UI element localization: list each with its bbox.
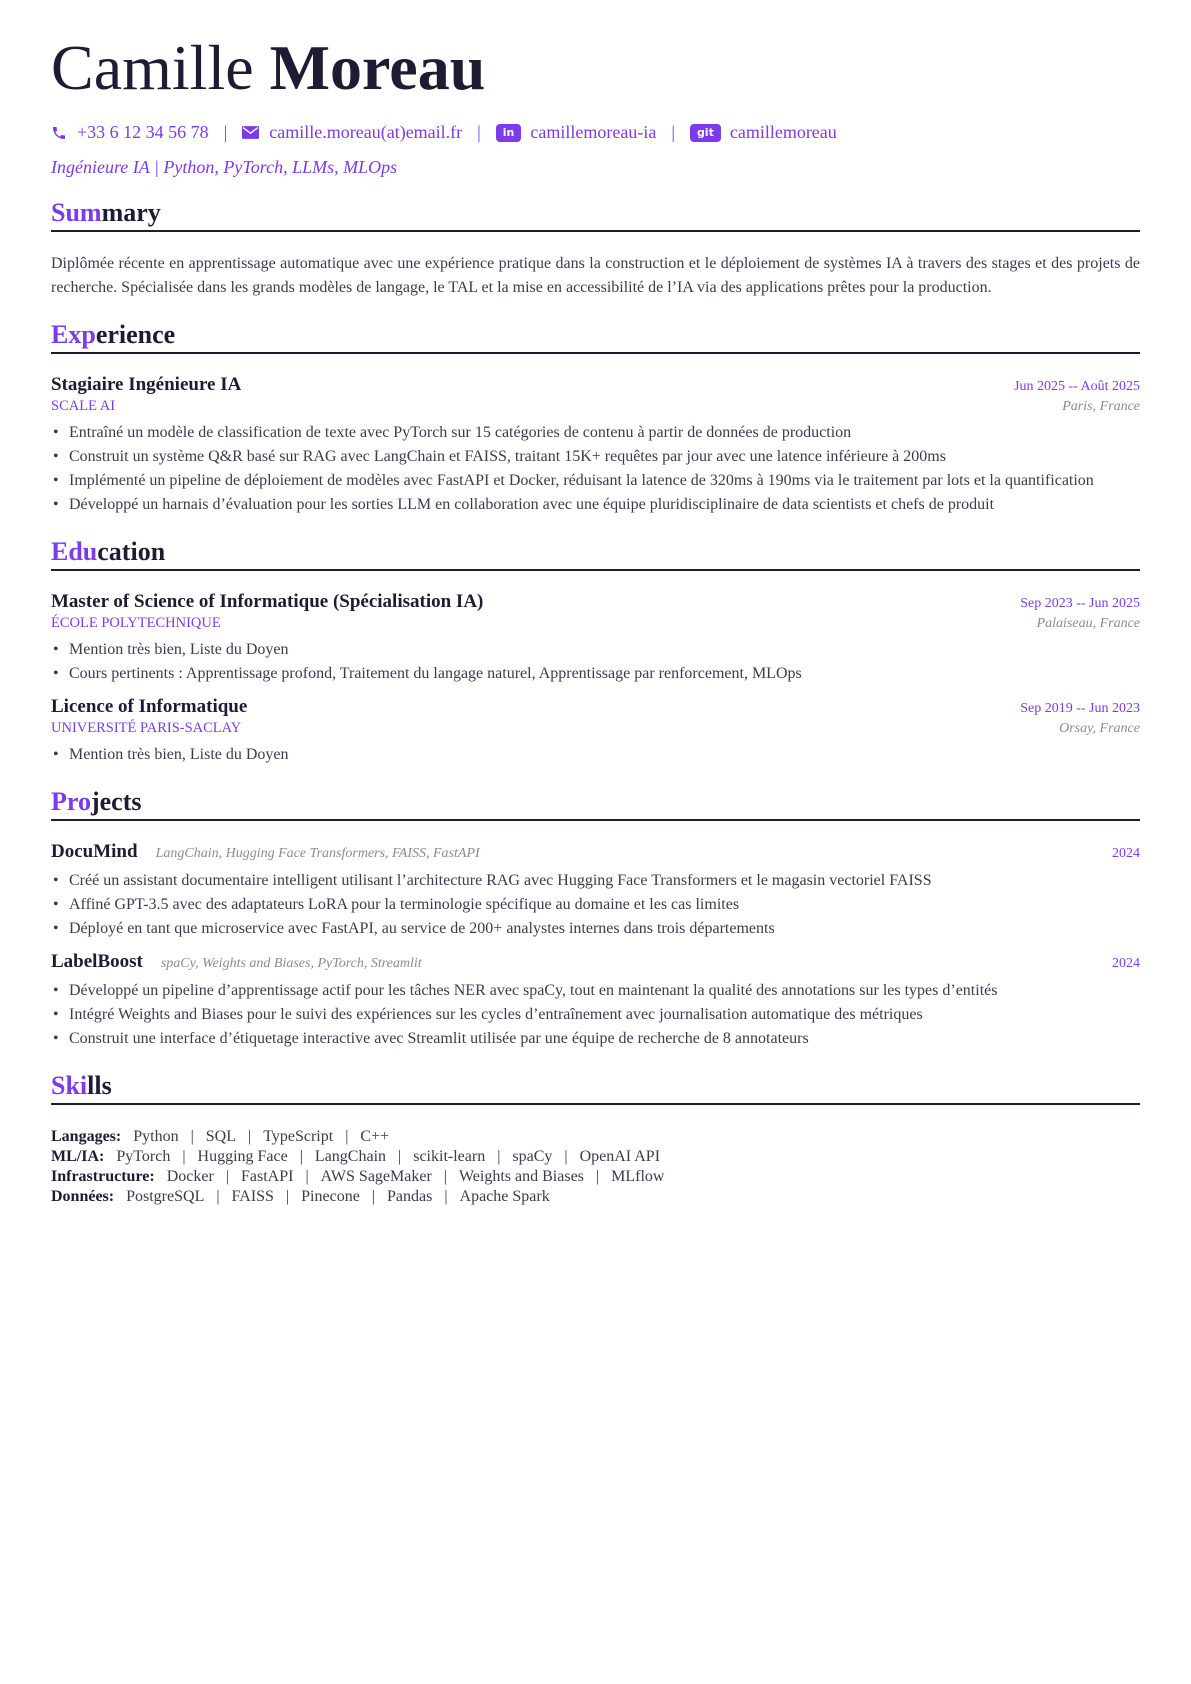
skill-item: LangChain: [314, 1148, 387, 1165]
linkedin-icon: in: [496, 124, 522, 142]
skill-item: PostgreSQL: [126, 1188, 205, 1205]
separator: |: [671, 122, 675, 142]
github-link[interactable]: [690, 122, 837, 143]
bullet-item: • Mention très bien, Liste du Doyen: [51, 638, 1140, 662]
skills-section: [51, 1073, 1140, 1207]
summary-section: [51, 200, 1140, 300]
skill-separator: |: [190, 1128, 194, 1145]
skill-separator: |: [305, 1168, 309, 1185]
skill-separator: |: [182, 1148, 186, 1165]
skill-separator: |: [216, 1188, 220, 1205]
experience-entry: [51, 374, 1140, 517]
skill-item: scikit-learn: [413, 1148, 486, 1165]
skill-separator: |: [371, 1188, 375, 1205]
skill-category: Données:: [51, 1188, 115, 1205]
bullet-item: • Cours pertinents : Apprentissage profond, Traitement du langage naturel, Apprentissage par renforcement, MLOps: [51, 662, 1140, 686]
phone-icon: [51, 125, 67, 141]
skill-separator: |: [595, 1168, 600, 1185]
bullet-item: • Entraîné un modèle de classification de texte avec PyTorch sur 15 catégories de contenu à partir de données de production: [51, 421, 1140, 445]
candidate-name: [51, 32, 1140, 106]
phone-contact[interactable]: [51, 122, 209, 143]
skill-item: Apache Spark: [459, 1188, 550, 1205]
git-icon: git: [690, 124, 721, 142]
skill-row: [51, 1167, 1140, 1187]
linkedin-text: camillemoreau-ia: [530, 122, 657, 142]
project-tech: LangChain, Hugging Face Transformers, FAISS, FastAPI: [155, 846, 480, 861]
job-dates: Jun 2025 -- Août 2025: [1014, 379, 1140, 394]
skill-category: ML/IA:: [51, 1148, 105, 1165]
contact-bar: [51, 122, 1140, 143]
bullet-item: • Créé un assistant documentaire intelligent utilisant l’architecture RAG avec Hugging Face Transformers et le magasin vectoriel FAISS: [51, 869, 1140, 893]
project-year: 2024: [1112, 956, 1140, 971]
email-text: camille.moreau(at)email.fr: [269, 122, 463, 142]
school-name: ÉCOLE POLYTECHNIQUE: [51, 615, 221, 631]
skill-category: Langages:: [51, 1128, 122, 1145]
summary-text: Diplômée récente en apprentissage automatique avec une expérience pratique dans la construction et le déploiement de systèmes IA à travers des stages et des projets de recherche. Spécialisée dans les grands modèles de langage, le TAL et la mise en accessibilité de l’IA via des applications prêtes pour la production.: [51, 255, 1140, 296]
bullet-item: • Développé un pipeline d’apprentissage actif pour les tâches NER avec spaCy, tout en maintenant la qualité des annotations sur les types d’entités: [51, 979, 1140, 1003]
school-location: Orsay, France: [1059, 721, 1140, 736]
project-bullets: [51, 979, 1140, 1051]
education-bullets: [51, 638, 1140, 686]
skill-separator: |: [398, 1148, 402, 1165]
section-title: Education: [51, 539, 1140, 571]
projects-section: [51, 789, 1140, 1051]
phone-text: +33 6 12 34 56 78: [77, 122, 209, 142]
section-title: Summary: [51, 200, 1140, 232]
envelope-icon: [242, 126, 259, 139]
email-link[interactable]: [242, 122, 462, 143]
skill-item: Docker: [166, 1168, 214, 1185]
section-title: Skills: [51, 1073, 1140, 1105]
github-text: camillemoreau: [729, 122, 837, 142]
separator: |: [477, 122, 481, 142]
tagline: Ingénieure IA | Python, PyTorch, LLMs, MLOps: [51, 157, 398, 177]
skill-item: FastAPI: [240, 1168, 294, 1185]
skill-item: Pinecone: [301, 1188, 360, 1205]
bullet-item: • Construit une interface d’étiquetage interactive avec Streamlit utilisée par une équipe de recherche de 8 annotateurs: [51, 1027, 1140, 1051]
skill-separator: |: [564, 1148, 568, 1165]
project-name: DocuMind: [51, 841, 138, 862]
school-name: UNIVERSITÉ PARIS-SACLAY: [51, 720, 242, 736]
job-bullets: [51, 421, 1140, 517]
skill-separator: |: [443, 1168, 447, 1185]
last-name: Moreau: [269, 32, 486, 103]
education-section: [51, 539, 1140, 767]
bullet-item: • Construit un système Q&R basé sur RAG avec LangChain et FAISS, traitant 15K+ requêtes par jour avec une latence inférieure à 200ms: [51, 445, 1140, 469]
project-entry: [51, 841, 1140, 941]
project-tech: spaCy, Weights and Biases, PyTorch, Streamlit: [160, 956, 422, 971]
skill-item: PyTorch: [116, 1148, 171, 1165]
skill-item: Weights and Biases: [458, 1168, 584, 1185]
skill-item: spaCy: [512, 1148, 553, 1165]
skill-row: [51, 1127, 1140, 1147]
company-name: SCALE AI: [51, 398, 116, 414]
separator: |: [223, 122, 228, 142]
experience-section: [51, 322, 1140, 517]
bullet-item: • Déployé en tant que microservice avec FastAPI, au service de 200+ analystes internes dans trois départements: [51, 917, 1140, 941]
skill-item: Hugging Face: [197, 1148, 288, 1165]
skill-item: FAISS: [231, 1188, 274, 1205]
bullet-item: • Implémenté un pipeline de déploiement de modèles avec FastAPI et Docker, réduisant la latence de 320ms à 190ms via le traitement par lots et la quantification: [51, 469, 1140, 493]
skill-item: MLflow: [611, 1168, 665, 1185]
skill-category: Infrastructure:: [51, 1168, 155, 1185]
section-title: Projects: [51, 789, 1140, 821]
degree-title: Master of Science of Informatique (Spécialisation IA): [51, 591, 484, 612]
bullet-item: • Développé un harnais d’évaluation pour les sorties LLM en collaboration avec une équipe pluridisciplinaire de data scientists et chefs de produit: [51, 493, 1140, 517]
education-dates: Sep 2019 -- Jun 2023: [1020, 701, 1140, 716]
skill-separator: |: [225, 1168, 229, 1185]
linkedin-link[interactable]: [496, 122, 657, 143]
job-location: Paris, France: [1062, 399, 1140, 414]
bullet-item: • Intégré Weights and Biases pour le suivi des expériences sur les cycles d’entraînement avec journalisation automatique des métriques: [51, 1003, 1140, 1027]
skill-separator: |: [285, 1188, 290, 1205]
project-entry: [51, 951, 1140, 1051]
skill-separator: |: [299, 1148, 303, 1165]
degree-title: Licence of Informatique: [51, 696, 248, 717]
skill-item: C++: [360, 1128, 390, 1145]
project-year: 2024: [1112, 846, 1140, 861]
skill-separator: |: [248, 1128, 252, 1145]
skill-separator: |: [497, 1148, 501, 1165]
skill-separator: |: [444, 1188, 448, 1205]
skill-item: Python: [133, 1128, 179, 1145]
skill-item: Pandas: [387, 1188, 433, 1205]
job-title: Stagiaire Ingénieure IA: [51, 374, 242, 395]
project-name: LabelBoost: [51, 951, 143, 972]
skill-row: [51, 1147, 1140, 1167]
bullet-item: • Mention très bien, Liste du Doyen: [51, 743, 1140, 767]
skill-row: [51, 1187, 1140, 1207]
education-entry: [51, 696, 1140, 767]
skill-item: SQL: [205, 1128, 237, 1145]
project-bullets: [51, 869, 1140, 941]
section-title: Experience: [51, 322, 1140, 354]
skill-item: AWS SageMaker: [320, 1168, 432, 1185]
bullet-item: • Affiné GPT-3.5 avec des adaptateurs LoRA pour la terminologie spécifique au domaine et les cas limites: [51, 893, 1140, 917]
education-entry: [51, 591, 1140, 686]
skill-item: TypeScript: [263, 1128, 334, 1145]
skill-separator: |: [345, 1128, 349, 1145]
education-bullets: [51, 743, 1140, 767]
first-name: Camille: [51, 32, 254, 103]
skills-list: [51, 1127, 1140, 1207]
education-dates: Sep 2023 -- Jun 2025: [1020, 596, 1140, 611]
skill-item: OpenAI API: [579, 1148, 661, 1165]
school-location: Palaiseau, France: [1036, 616, 1140, 631]
